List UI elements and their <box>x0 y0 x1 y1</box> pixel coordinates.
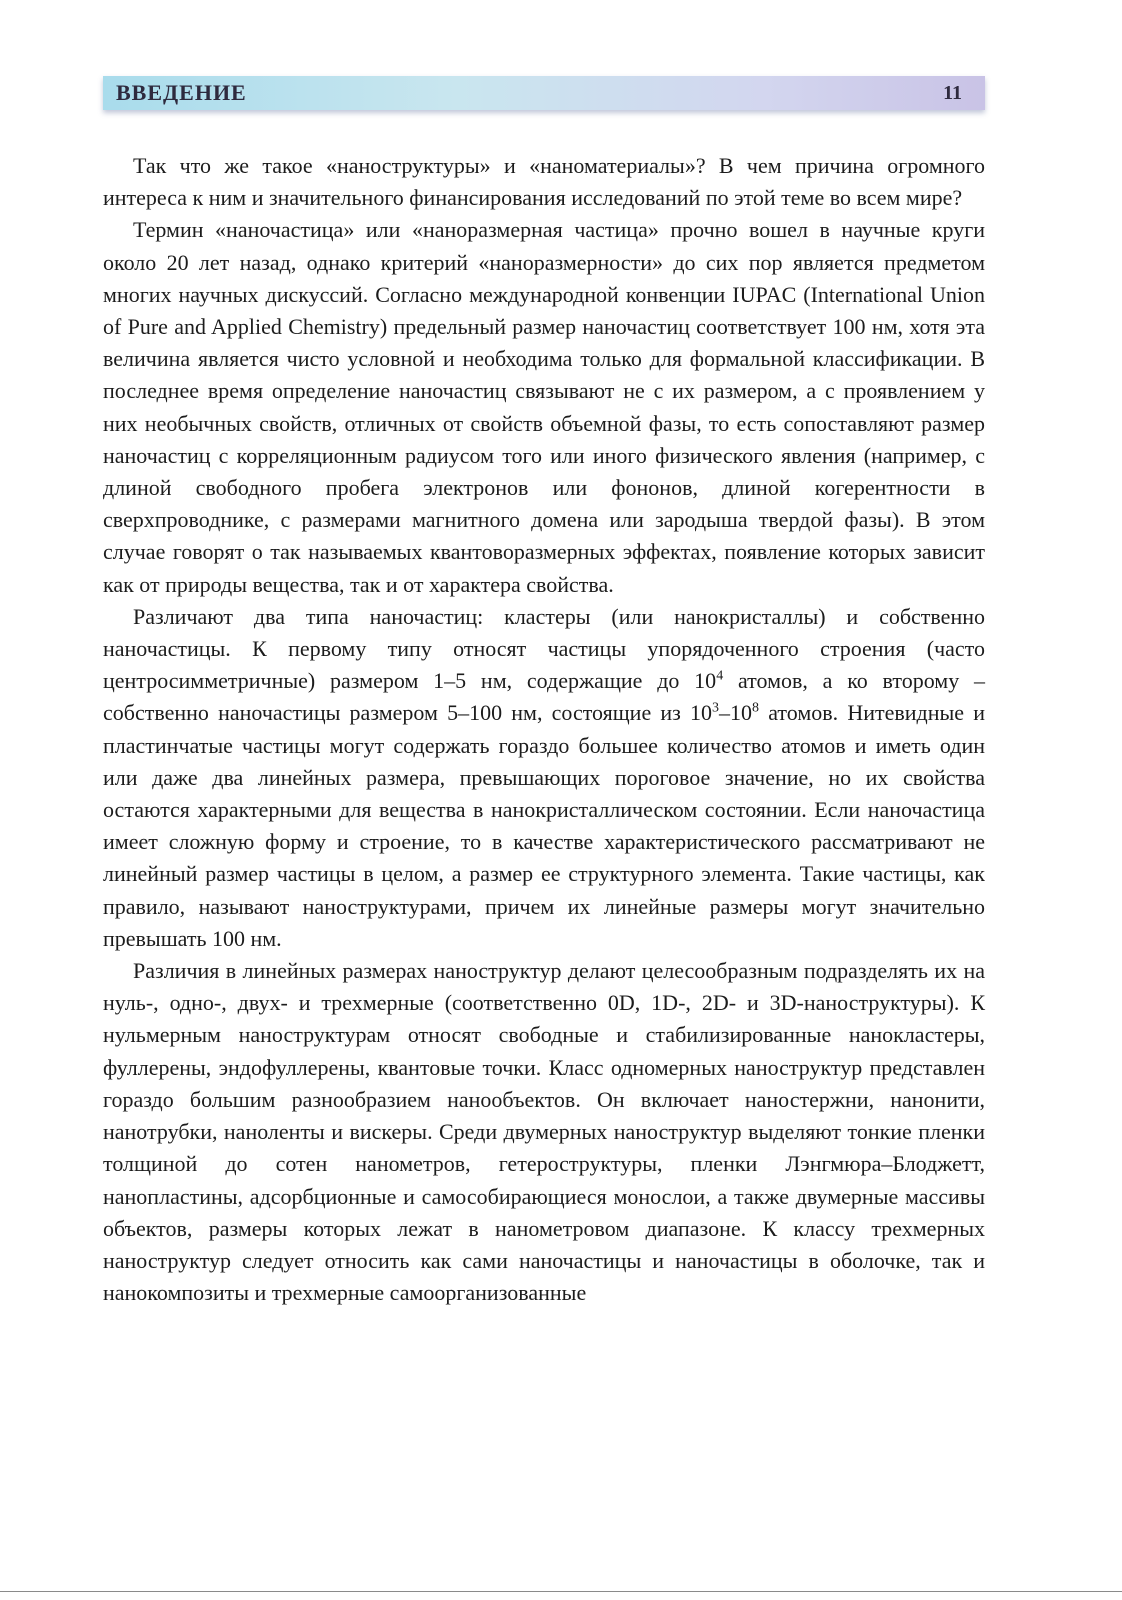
superscript-exponent: 3 <box>712 701 720 717</box>
paragraph-3-text-2: атомов, а ко второму – собственно наночастицы размером 5–100 нм, состоящие из 10 <box>103 668 985 726</box>
paragraph-3-text-3: –10 <box>719 700 753 726</box>
paragraph-3-text-1: Различают два типа наночастиц: кластеры (или нанокристаллы) и собственно наночастицы. К первому типу относят частицы упорядоченного строения (часто центросимметричные) размером 1–5 нм, содержащие до 10 <box>103 603 985 694</box>
paragraph-3-text-4: атомов. Нитевидные и пластинчатые частицы могут содержать гораздо большее количество атомов и иметь один или даже два линейных размера, превышающих пороговое значение, но их свойства остаются характерными для вещества в нанокристаллическом состоянии. Если наночастица имеет сложную форму и строение, то в качестве характеристического рассматривают не линейный размер частицы в целом, а размер ее структурного элемента. Такие частицы, как правило, называют наноструктурами, причем их линейные размеры могут значительно превышать 100 нм. <box>103 700 985 951</box>
paragraph-4: Различия в линейных размерах наноструктур делают целесообразным подразделять их на нуль-, одно-, двух- и трехмерные (соответственно 0D, 1D-, 2D- и 3D-наноструктуры). К нульмерным наноструктурам относят свободные и стабилизированные нанокластеры, фуллерены, эндофуллерены, квантовые точки. Класс одномерных наноструктур представлен гораздо большим разнообразием нанообъектов. Он включает наностержни, нанонити, нанотрубки, наноленты и вискеры. Среди двумерных наноструктур выделяют тонкие пленки толщиной до сотен нанометров, гетероструктуры, пленки Лэнгмюра–Блоджетт, нанопластины, адсорбционные и самособирающиеся монослои, а также двумерные массивы объектов, размеры которых лежат в нанометровом диапазоне. К классу трехмерных наноструктур следует относить как сами наночастицы и наночастицы в оболочке, так и нанокомпозиты и трехмерные самоорганизованные <box>103 958 985 1306</box>
superscript-exponent: 4 <box>716 668 724 684</box>
paragraph-1: Так что же такое «наноструктуры» и «наноматериалы»? В чем причина огромного интереса к ним и значительного финансирования исследований по этой теме во всем мире? <box>103 153 985 211</box>
page-number: 11 <box>943 82 962 104</box>
bottom-rule <box>0 1591 1122 1592</box>
body-text <box>103 150 985 1309</box>
superscript-exponent: 8 <box>752 701 760 717</box>
paragraph-2: Термин «наночастица» или «наноразмерная частица» прочно вошел в научные круги около 20 лет назад, однако критерий «наноразмерности» до сих пор является предметом многих научных дискуссий. Согласно международной конвенции IUPAC (International Union of Pure and Applied Chemistry) предельный размер наночастиц соответствует 100 нм, хотя эта величина является чисто условной и необходима только для формальной классификации. В последнее время определение наночастиц связывают не с их размером, а с проявлением у них необычных свойств, отличных от свойств объемной фазы, то есть сопоставляют размер наночастиц с корреляционным радиусом того или иного физического явления (например, с длиной свободного пробега электронов или фононов, длиной когерентности в сверхпроводнике, с размерами магнитного домена или зародыша твердой фазы). В этом случае говорят о так называемых квантоворазмерных эффектах, появление которых зависит как от природы вещества, так и от характера свойства. <box>103 217 985 597</box>
paragraph-3 <box>103 601 985 955</box>
section-title: ВВЕДЕНИЕ <box>116 80 247 105</box>
